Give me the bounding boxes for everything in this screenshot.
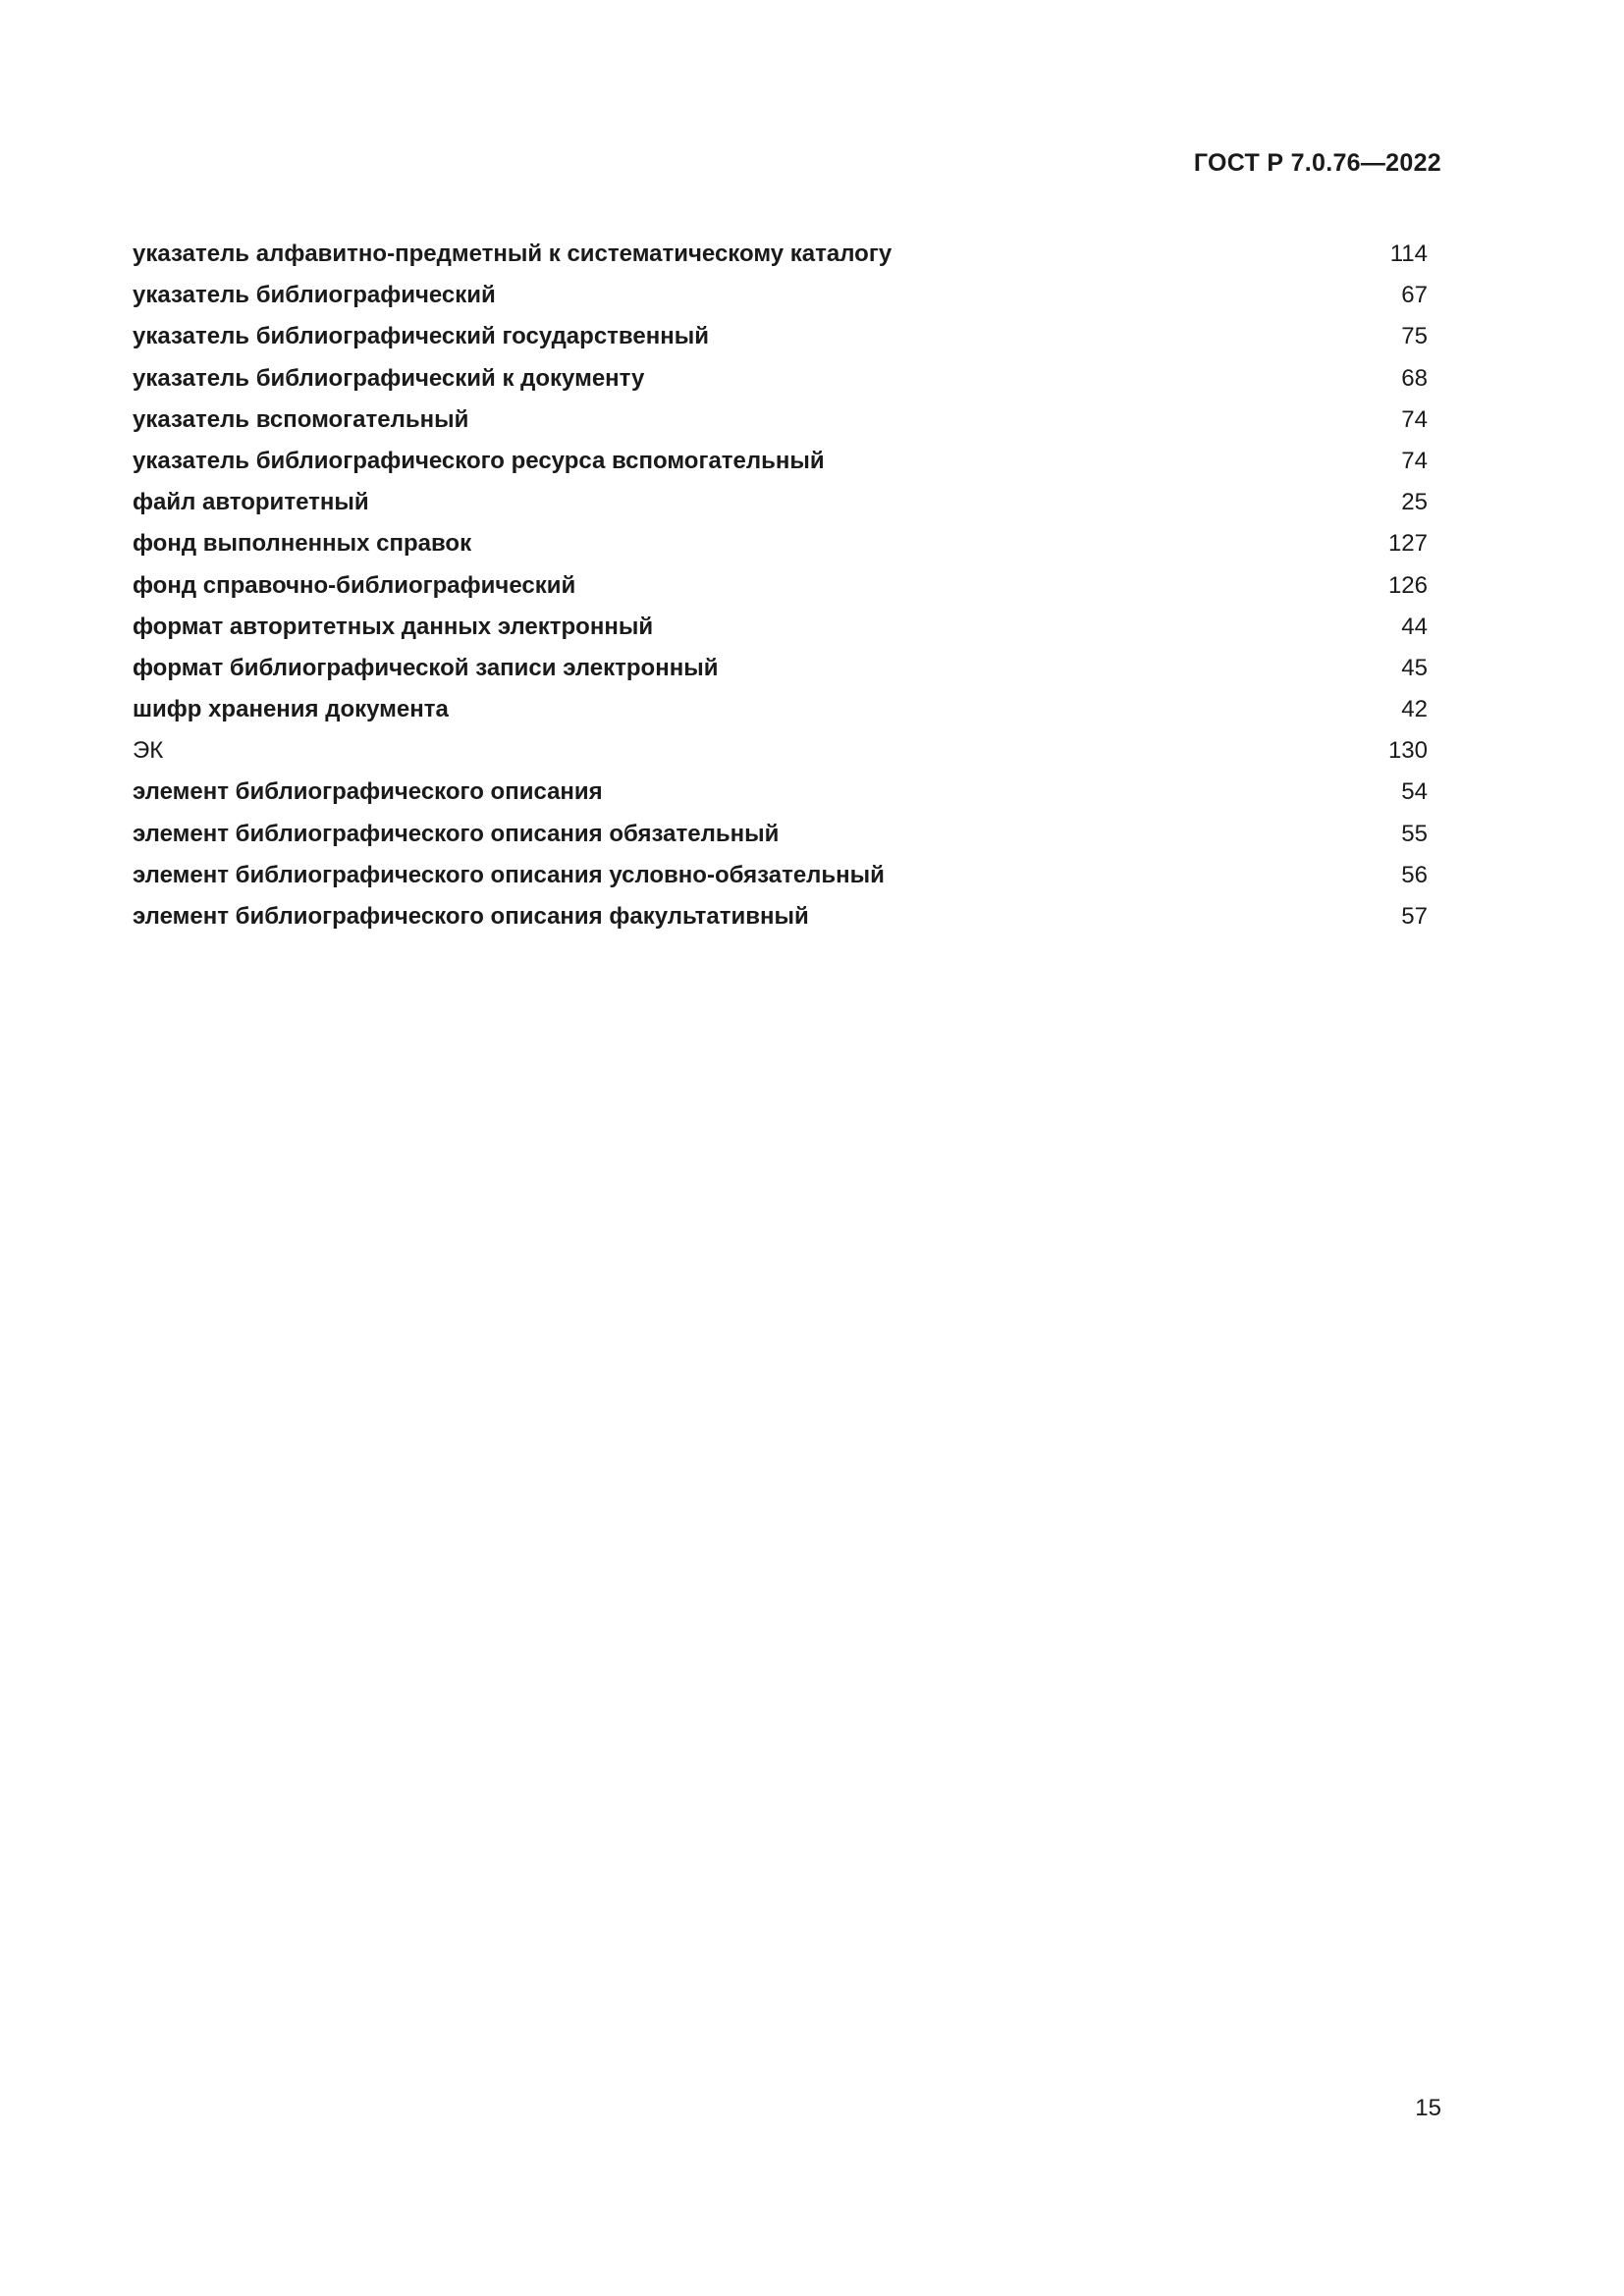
index-entry <box>133 611 1428 652</box>
index-term: указатель библиографический государственный <box>133 323 709 350</box>
index-page-ref: 25 <box>1401 489 1428 516</box>
index-page-ref: 74 <box>1401 447 1428 474</box>
index-entry <box>133 362 1428 403</box>
page-number: 15 <box>1415 2095 1441 2121</box>
index-page-ref: 130 <box>1387 737 1428 765</box>
index-term: ЭК <box>133 737 164 765</box>
index-page-ref: 126 <box>1387 571 1428 599</box>
index-term: указатель библиографического ресурса вспомогательный <box>133 447 825 474</box>
index-entry <box>133 320 1428 361</box>
index-term: фонд справочно-библиографический <box>133 571 576 599</box>
index-page-ref: 45 <box>1401 654 1428 681</box>
index-term: шифр хранения документа <box>133 696 449 723</box>
index-term: формат библиографической записи электронный <box>133 654 719 681</box>
index-page-ref: 75 <box>1401 323 1428 350</box>
index-entry <box>133 527 1428 568</box>
index-page-ref: 56 <box>1401 861 1428 888</box>
index-entry <box>133 818 1428 859</box>
index-entry <box>133 486 1428 527</box>
index-entry <box>133 238 1428 279</box>
document-header: ГОСТ Р 7.0.76—2022 <box>1193 149 1441 177</box>
index-page-ref: 67 <box>1401 282 1428 309</box>
index-entry <box>133 279 1428 320</box>
index-term: формат авторитетных данных электронный <box>133 613 654 640</box>
index-page-ref: 55 <box>1401 820 1428 847</box>
index-page-ref: 127 <box>1387 530 1428 558</box>
index-page-ref: 44 <box>1401 613 1428 640</box>
index-term: элемент библиографического описания <box>133 778 603 806</box>
index-term: элемент библиографического описания факультативный <box>133 903 809 930</box>
index-page-ref: 42 <box>1401 696 1428 723</box>
index-term: файл авторитетный <box>133 489 369 516</box>
index-page-ref: 114 <box>1389 240 1428 267</box>
subject-index-list <box>133 238 1428 941</box>
index-term: указатель библиографический <box>133 282 496 309</box>
index-term: элемент библиографического описания обязательный <box>133 820 780 847</box>
index-entry <box>133 652 1428 693</box>
index-entry <box>133 775 1428 817</box>
index-page-ref: 68 <box>1401 364 1428 392</box>
index-term: элемент библиографического описания условно-обязательный <box>133 861 885 888</box>
index-term: фонд выполненных справок <box>133 530 472 558</box>
index-term: указатель вспомогательный <box>133 405 469 433</box>
index-term: указатель библиографический к документу <box>133 364 645 392</box>
index-page-ref: 54 <box>1401 778 1428 806</box>
index-entry <box>133 900 1428 941</box>
index-entry <box>133 859 1428 900</box>
index-entry <box>133 693 1428 734</box>
index-entry <box>133 734 1428 775</box>
index-entry <box>133 445 1428 486</box>
index-page-ref: 57 <box>1401 903 1428 930</box>
index-entry <box>133 403 1428 445</box>
index-page-ref: 74 <box>1401 405 1428 433</box>
index-term: указатель алфавитно-предметный к систематическому каталогу <box>133 240 893 267</box>
index-entry <box>133 569 1428 611</box>
